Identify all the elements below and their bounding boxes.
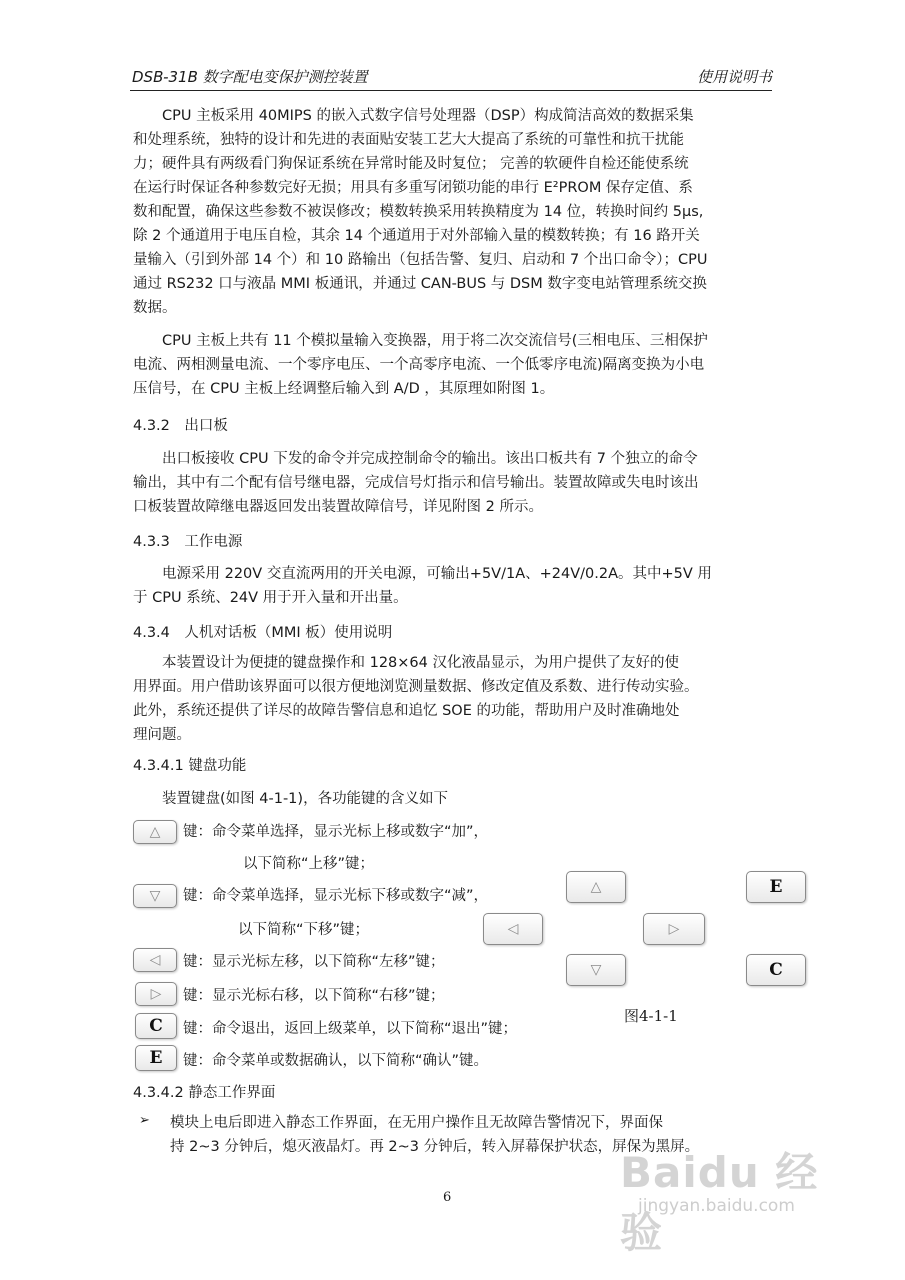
- down-key-icon: ▽: [133, 884, 177, 908]
- paragraph-power-supply: [133, 562, 774, 610]
- header-manual-label: 使用说明书: [696, 68, 772, 86]
- left-key-description: 键：显示光标左移，以下简称“左移”键；: [183, 954, 445, 970]
- text-line: 电源采用 220V 交直流两用的开关电源，可输出+5V/1A、+24V/0.2A。其中+5V 用: [133, 566, 712, 582]
- up-key-description-cont: 以下简称“上移”键；: [243, 856, 375, 872]
- section-heading-4-3-3: 4.3.3 工作电源: [133, 534, 243, 550]
- watermark: [620, 1140, 860, 1260]
- paragraph-mmi-board: [133, 651, 774, 747]
- text-line: 数和配置，确保这些参数不被误修改；模数转换采用转换精度为 14 位，转换时间约 5μs,: [133, 204, 704, 220]
- text-line: 数据。: [133, 300, 177, 316]
- text-line: 模块上电后即进入静态工作界面，在无用户操作且无故障告警情况下，界面保: [170, 1115, 663, 1131]
- text-line: 本装置设计为便捷的键盘操作和 128×64 汉化液晶显示，为用户提供了友好的使: [133, 655, 679, 671]
- text-line: 输出，其中有二个配有信号继电器，完成信号灯指示和信号输出。装置故障或失电时该出: [133, 475, 699, 491]
- enter-key-description: 键：命令菜单或数据确认，以下简称“确认”键。: [183, 1053, 489, 1069]
- text-line: 用界面。用户借助该界面可以很方便地浏览测量数据、修改定值及系数、进行传动实验。: [133, 679, 699, 695]
- left-key-icon: ◁: [133, 948, 177, 972]
- exit-key-icon: C: [135, 1013, 177, 1039]
- paragraph-cpu-board: [133, 104, 774, 320]
- right-key-icon: ▷: [135, 982, 177, 1006]
- text-line: 电流、两相测量电流、一个零序电压、一个高零序电流、一个低零序电流)隔离变换为小电: [133, 357, 705, 373]
- enter-key-icon: E: [135, 1045, 177, 1071]
- page-number: 6: [443, 1190, 452, 1205]
- watermark-url: jingyan.baidu.com: [638, 1196, 795, 1216]
- text-line: 口板装置故障继电器返回发出装置故障信号，详见附图 2 所示。: [133, 499, 543, 515]
- section-heading-4-3-4-1: 4.3.4.1 键盘功能: [133, 758, 247, 774]
- keyboard-intro: 装置键盘(如图 4-1-1)，各功能键的含义如下: [133, 791, 449, 807]
- text-line: 压信号，在 CPU 主板上经调整后输入到 A/D ，其原理如附图 1。: [133, 381, 555, 397]
- bullet-arrow-icon: ➢: [139, 1113, 150, 1128]
- figure-enter-key: E: [746, 871, 806, 903]
- text-line: 在运行时保证各种参数完好无损；用具有多重写闭锁功能的串行 E²PROM 保存定值、系: [133, 180, 693, 196]
- exit-key-description: 键：命令退出，返回上级菜单，以下简称“退出”键；: [183, 1021, 518, 1037]
- paragraph-transformers: [133, 329, 774, 401]
- text-line: CPU 主板上共有 11 个模拟量输入变换器，用于将二次交流信号(三相电压、三相保护: [133, 333, 708, 349]
- figure-down-key: ▽: [566, 954, 626, 986]
- text-line: 通过 RS232 口与液晶 MMI 板通讯，并通过 CAN-BUS 与 DSM 数字变电站管理系统交换: [133, 276, 707, 292]
- up-key-description: 键：命令菜单选择，显示光标上移或数字“加”，: [183, 824, 489, 840]
- section-heading-4-3-4-2: 4.3.4.2 静态工作界面: [133, 1085, 276, 1101]
- up-key-icon: △: [133, 820, 177, 844]
- text-line: 量输入（引到外部 14 个）和 10 路输出（包括告警、复归、启动和 7 个出口命令）；CPU: [133, 252, 708, 268]
- section-heading-4-3-4: 4.3.4 人机对话板（MMI 板）使用说明: [133, 625, 393, 641]
- watermark-logo: Baidu 经验: [620, 1148, 819, 1257]
- text-line: 除 2 个通道用于电压自检，其余 14 个通道用于对外部输入量的模数转换；有 16 路开关: [133, 228, 700, 244]
- figure-up-key: △: [566, 871, 626, 903]
- header-title: DSB-31B 数字配电变保护测控装置: [132, 68, 368, 86]
- text-line: 理问题。: [133, 727, 191, 743]
- section-heading-4-3-2: 4.3.2 出口板: [133, 418, 228, 434]
- right-key-description: 键：显示光标右移，以下简称“右移”键；: [183, 988, 445, 1004]
- down-key-description: 键：命令菜单选择，显示光标下移或数字“减”，: [183, 888, 489, 904]
- text-line: 力；硬件具有两级看门狗保证系统在异常时能及时复位； 完善的软硬件自检还能使系统: [133, 156, 689, 172]
- header-divider: [130, 90, 772, 91]
- paragraph-output-board: [133, 447, 774, 519]
- text-line: 出口板接收 CPU 下发的命令并完成控制命令的输出。该出口板共有 7 个独立的命令: [133, 451, 698, 467]
- figure-right-key: ▷: [643, 913, 705, 945]
- figure-left-key: ◁: [483, 913, 543, 945]
- text-line: 于 CPU 系统、24V 用于开入量和开出量。: [133, 590, 408, 606]
- down-key-description-cont: 以下简称“下移”键；: [238, 922, 370, 938]
- text-line: 此外，系统还提供了详尽的故障告警信息和追忆 SOE 的功能，帮助用户及时准确地处: [133, 703, 680, 719]
- text-line: 和处理系统，独特的设计和先进的表面贴安装工艺大大提高了系统的可靠性和抗干扰能: [133, 132, 684, 148]
- figure-exit-key: C: [746, 954, 806, 986]
- text-line: 持 2~3 分钟后，熄灭液晶灯。再 2~3 分钟后，转入屏幕保护状态，屏保为黑屏。: [170, 1139, 700, 1155]
- figure-caption: 图4-1-1: [624, 1007, 678, 1025]
- text-line: CPU 主板采用 40MIPS 的嵌入式数字信号处理器（DSP）构成简洁高效的数据采集: [133, 108, 694, 124]
